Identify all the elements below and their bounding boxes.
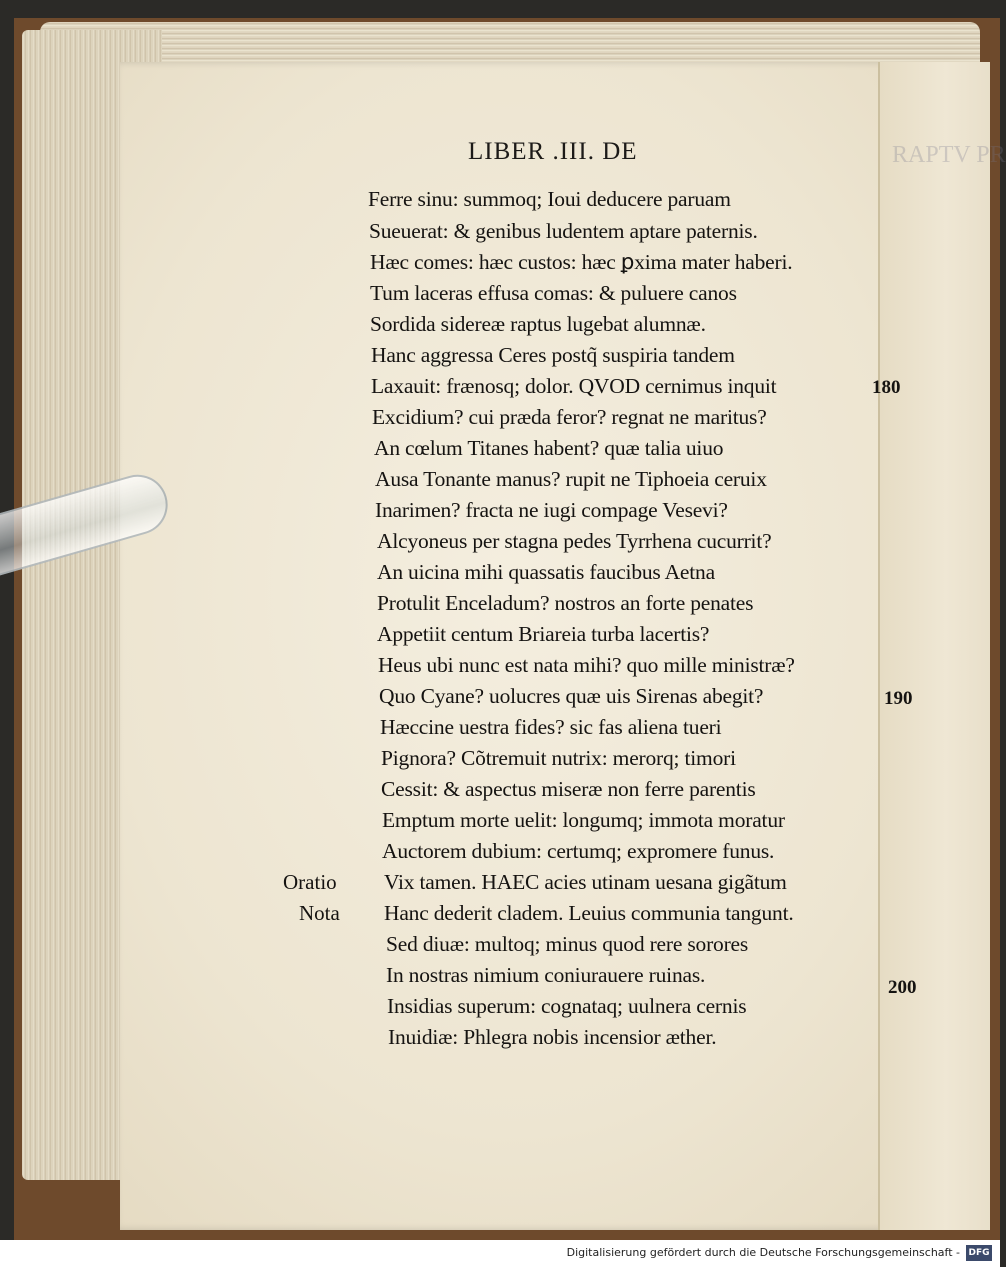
verse-line: In nostras nimium coniurauere ruinas. [386,963,706,987]
verse-line: Ausa Tonante manus? rupit ne Tiphoeia ceruix [375,467,767,491]
verse-line: Insidias superum: cognataq; uulnera cernis [387,994,747,1018]
bleed-through-text: RAPTV PR [892,142,1006,168]
verse-line: Hanc aggressa Ceres postq̃ suspiria tandem [371,343,735,367]
verse-line: Hæccine uestra fides? sic fas aliena tueri [380,715,722,739]
margin-note-oratio: Oratio [283,870,337,894]
margin-note-nota: Nota [299,901,340,925]
verse-line: Quo Cyane? uolucres quæ uis Sirenas abegit? [379,684,764,708]
verse-line: Auctorem dubium: certumq; expromere funus. [382,839,775,863]
verse-line: Emptum morte uelit: longumq; immota moratur [382,808,785,832]
verse-line: Heus ubi nunc est nata mihi? quo mille ministræ? [378,653,795,677]
running-head: LIBER .III. DE [468,138,638,165]
line-number: 190 [884,688,913,709]
verse-line: Hanc dederit cladem. Leuius communia tangunt. [384,901,794,925]
verse-line: An uicina mihi quassatis faucibus Aetna [377,560,715,584]
footer-bar [0,1240,1000,1267]
verse-line: Sordida sidereæ raptus lugebat alumnæ. [370,312,706,336]
verse-line: An cœlum Titanes habent? quæ talia uiuo [374,436,724,460]
verse-line: Tum laceras effusa comas: & puluere canos [370,281,737,305]
verse-line: Protulit Enceladum? nostros an forte penates [377,591,754,615]
verse-line: Laxauit: frænosq; dolor. QVOD cernimus inquit [371,374,777,398]
verse-line: Hæc comes: hæc custos: hæc ꝑxima mater haberi. [370,250,793,274]
verse-line: Inarimen? fracta ne iugi compage Vesevi? [375,498,728,522]
verse-line: Excidium? cui præda feror? regnat ne maritus? [372,405,767,429]
line-number: 180 [872,377,901,398]
verse-line: Sueuerat: & genibus ludentem aptare paternis. [369,219,758,243]
dfg-logo: DFG [966,1245,992,1261]
verse-line: Inuidiæ: Phlegra nobis incensior æther. [388,1025,717,1049]
verse-line: Cessit: & aspectus miseræ non ferre parentis [381,777,756,801]
funding-credit: Digitalisierung gefördert durch die Deutsche Forschungsgemeinschaft - [566,1246,960,1259]
line-number: 200 [888,977,917,998]
verse-line: Alcyoneus per stagna pedes Tyrrhena cucurrit? [377,529,772,553]
verse-line: Pignora? Cõtremuit nutrix: merorq; timori [381,746,736,770]
verse-line: Vix tamen. HAEC acies utinam uesana gigãtum [384,870,787,894]
facing-page-edge [878,62,1006,1230]
verse-line: Ferre sinu: summoq; Ioui deducere paruam [368,187,731,211]
verse-line: Appetiit centum Briareia turba lacertis? [377,622,710,646]
verse-line: Sed diuæ: multoq; minus quod rere sorores [386,932,749,956]
